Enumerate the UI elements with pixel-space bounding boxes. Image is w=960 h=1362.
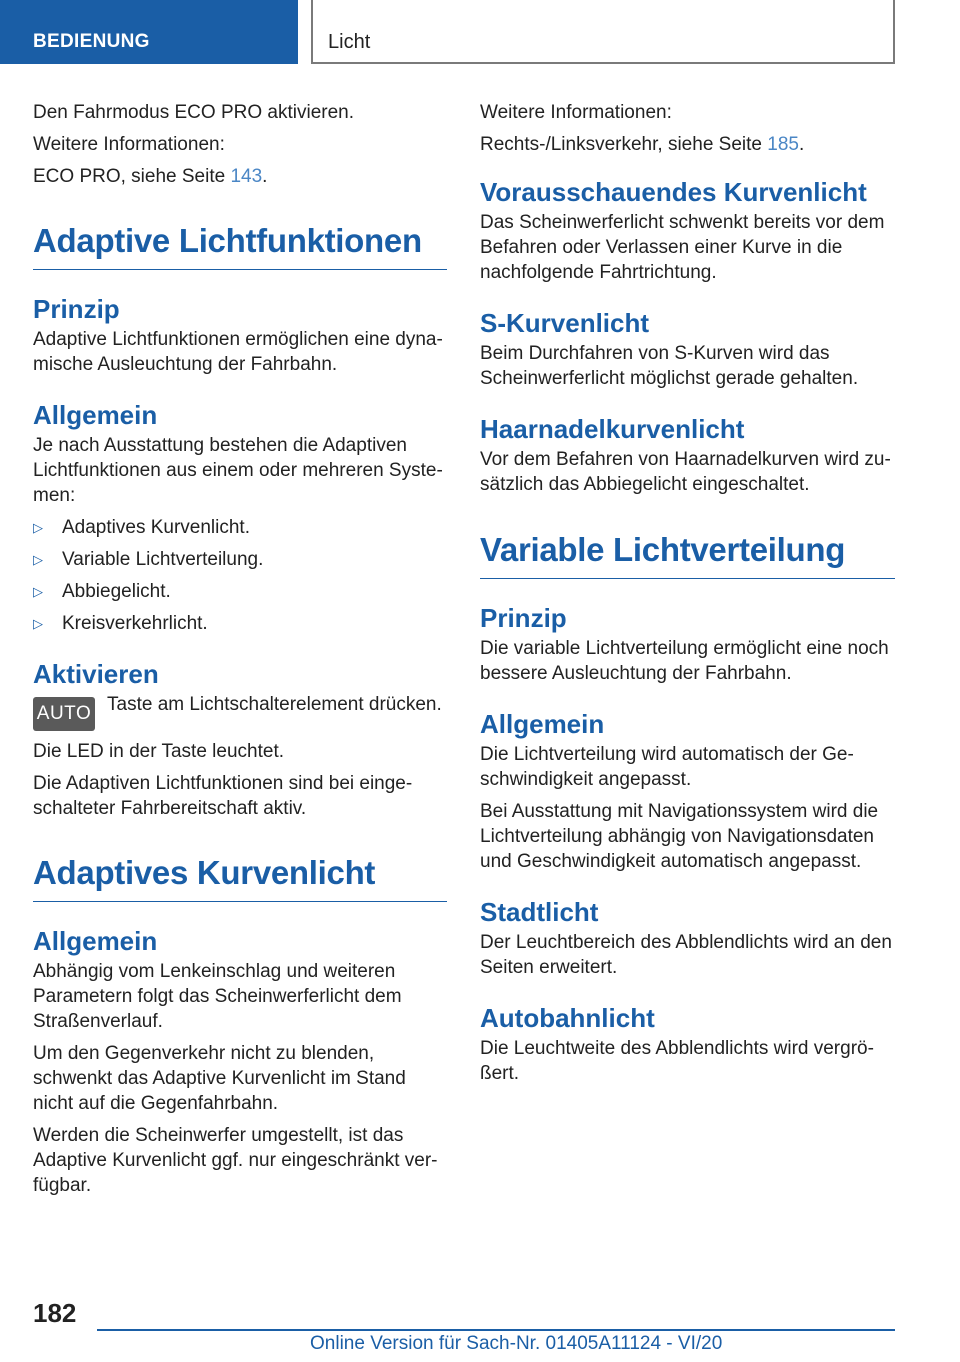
led-text: Die LED in der Taste leuchtet. [33,741,285,762]
heading-adaptive-lichtfunktionen: Adaptive Lichtfunktionen [33,221,447,270]
kurvenlicht-text-1: Abhängig vom Lenkeinschlag und weiteren Parametern folgt das Scheinwerferlicht dem Straßenverlauf. [33,961,402,1032]
triangle-bullet-icon: ▷ [33,616,43,631]
auto-instruction-text: Taste am Lichtschalterelement drücken. [107,694,442,715]
heading-prinzip-variable: Prinzip [480,603,567,633]
variable-prinzip-text: Die variable Lichtverteilung ermöglicht eine noch bessere Ausleuchtung der Fahrbahn. [480,638,889,684]
intro-eco-pro-ref: ECO PRO, siehe Seite 143. [33,166,268,187]
heading-haarnadelkurvenlicht: Haarnadelkurvenlicht [480,414,745,444]
list-item: ▷ Kreisverkehrlicht. [33,613,208,634]
section-tab: BEDIENUNG [0,0,298,64]
footer-divider [97,1329,895,1331]
aktiv-text: Die Adaptiven Lichtfunktionen sind bei eingeschalteter Fahrbereitschaft aktiv. [33,773,413,819]
footer-online-version: Online Version für Sach-Nr. 01405A11124 - VI/20 [310,1333,723,1354]
autobahnlicht-text: Die Leuchtweite des Abblendlichts wird vergrößert. [480,1038,874,1084]
triangle-bullet-icon: ▷ [33,552,43,567]
stadtlicht-text: Der Leuchtbereich des Abblendlichts wird an den Seiten erweitert. [480,932,892,978]
auto-button-icon: AUTO [33,697,95,731]
heading-allgemein-kurvenlicht: Allgemein [33,926,158,956]
prinzip-text: Adaptive Lichtfunktionen ermöglichen eine dynamische Ausleuchtung der Fahrbahn. [33,329,443,375]
right-more-info: Weitere Informationen: [480,102,672,123]
heading-s-kurvenlicht: S-Kurvenlicht [480,308,650,338]
variable-allgemein-text-1: Die Lichtverteilung wird automatisch der Geschwindigkeit angepasst. [480,744,854,790]
heading-prinzip: Prinzip [33,294,120,324]
heading-autobahnlicht: Autobahnlicht [480,1003,655,1033]
auto-instruction [33,692,447,731]
kurvenlicht-text-3: Werden die Scheinwerfer umgestellt, ist das Adaptive Kurvenlicht ggf. nur eingeschränkt verfügbar. [33,1125,438,1196]
page-link-143[interactable]: 143 [230,166,263,187]
s-kurve-text: Beim Durchfahren von S-Kurven wird das Scheinwerferlicht möglichst gerade gehalten. [480,343,859,389]
right-column [480,100,895,1093]
heading-stadtlicht: Stadtlicht [480,897,599,927]
page-link-185[interactable]: 185 [767,134,799,155]
voraus-text: Das Scheinwerferlicht schwenkt bereits vor dem Befahren oder Verlassen einer Kurve in die nachfolgende Fahrtrichtung. [480,212,885,283]
heading-allgemein: Allgemein [33,400,158,430]
variable-allgemein-text-2: Bei Ausstattung mit Navigationssystem wird die Lichtverteilung abhängig von Navigationsdaten und Geschwindigkeit automatisch angepasst. [480,801,879,872]
triangle-bullet-icon: ▷ [33,584,43,599]
chapter-title: Licht [311,0,895,64]
heading-variable-lichtverteilung: Variable Lichtverteilung [480,530,895,579]
list-item: ▷ Variable Lichtverteilung. [33,549,264,570]
intro-text: Den Fahrmodus ECO PRO aktivieren. [33,102,355,123]
heading-adaptives-kurvenlicht: Adaptives Kurvenlicht [33,853,447,902]
intro-more-info: Weitere Informationen: [33,134,225,155]
haarnadel-text: Vor dem Befahren von Haarnadelkurven wird zusätzlich das Abbiegelicht eingeschaltet. [480,449,891,495]
kurvenlicht-text-2: Um den Gegenverkehr nicht zu blenden, schwenkt das Adaptive Kurvenlicht im Stand nicht auf die Gegenfahrbahn. [33,1043,406,1114]
left-column [33,100,447,1205]
heading-allgemein-variable: Allgemein [480,709,605,739]
triangle-bullet-icon: ▷ [33,520,43,535]
list-item: ▷ Abbiegelicht. [33,581,171,602]
heading-vorausschauendes-kurvenlicht: Vorausschauendes Kurvenlicht [480,177,867,207]
allgemein-text: Je nach Ausstattung bestehen die Adaptiven Lichtfunktionen aus einem oder mehreren Systemen: [33,435,443,506]
list-item: ▷ Adaptives Kurvenlicht. [33,517,250,538]
right-traffic-ref: Rechts-/Linksverkehr, siehe Seite 185. [480,134,805,155]
page-number: 182 [33,1298,77,1328]
heading-aktivieren: Aktivieren [33,659,159,689]
